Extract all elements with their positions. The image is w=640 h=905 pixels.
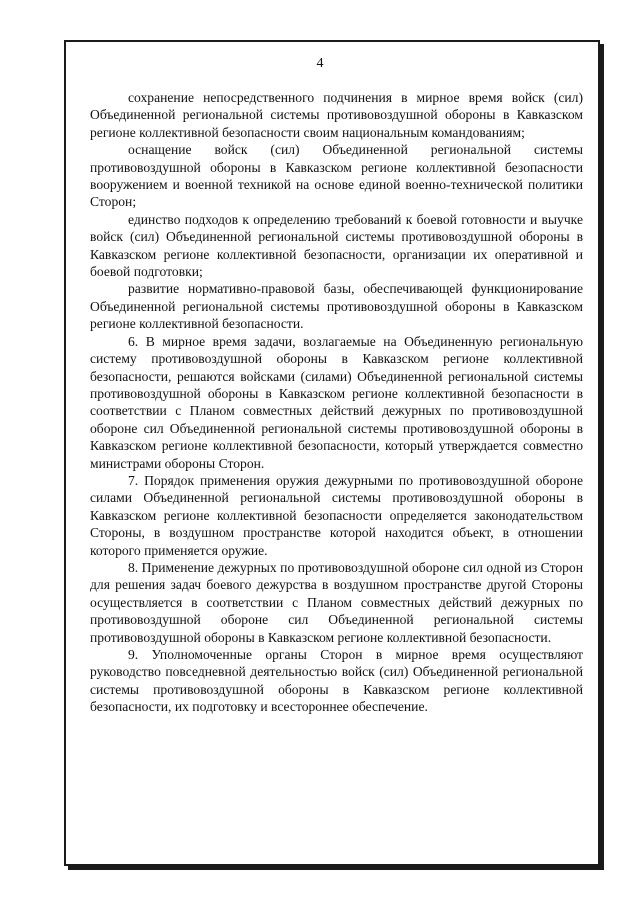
paragraph-item-8: 8. Применение дежурных по противовоздушной обороне сил одной из Сторон для решения задач боевого дежурства в воздушном пространстве другой Стороны осуществляется в соответствии с Планом совместных действий дежурных по противовоздушной обороне сил Объединенной региональной системы противовоздушной обороны в Кавказском регионе коллективной безопасности. (90, 559, 583, 645)
paragraph-readiness-requirements: единство подходов к определению требований к боевой готовности и выучке войск (сил) Объединенной региональной системы противовоздушной обороны в Кавказском регионе коллективной безопасности, организации их оперативной и боевой подготовки; (90, 211, 583, 280)
document-body (90, 89, 583, 716)
paragraph-item-9: 9. Уполномоченные органы Сторон в мирное время осуществляют руководство повседневной деятельностью войск (сил) Объединенной региональной системы противовоздушной обороны в Кавказском регионе коллективной безопасности, их подготовку и всестороннее обеспечение. (90, 647, 583, 715)
page-number: 4 (316, 56, 324, 71)
paragraph-command-subordination: сохранение непосредственного подчинения в мирное время войск (сил) Объединенной региональной системы противовоздушной обороны в Кавказском регионе коллективной безопасности своим национальным командованиям; (90, 90, 583, 140)
paragraph-legal-framework: развитие нормативно-правовой базы, обеспечивающей функционирование Объединенной региональной системы противовоздушной обороны в Кавказском регионе коллективной безопасности. (90, 281, 583, 332)
paragraph-equipment: оснащение войск (сил) Объединенной региональной системы противовоздушной обороны в Кавказском регионе коллективной безопасности вооружением и военной техникой на основе единой военно-технической политики Сторон; (90, 142, 583, 210)
paragraph-item-7: 7. Порядок применения оружия дежурными по противовоздушной обороне силами Объединенной региональной системы противовоздушной обороны в Кавказском регионе коллективной безопасности определяется законодательством Стороны, в воздушном пространстве которой находится объект, в отношении которого применяется оружие. (90, 472, 583, 558)
paragraph-item-6: 6. В мирное время задачи, возлагаемые на Объединенную региональную систему противовоздушной обороны в Кавказском регионе коллективной безопасности, решаются войсками (силами) Объединенной региональной системы противовоздушной обороны в Кавказском регионе коллективной безопасности в соответствии с Планом совместных действий дежурных по противовоздушной обороне сил Объединенной региональной системы противовоздушной обороны в Кавказском регионе коллективной безопасности, который утверждается совместно министрами обороны Сторон. (90, 333, 583, 471)
